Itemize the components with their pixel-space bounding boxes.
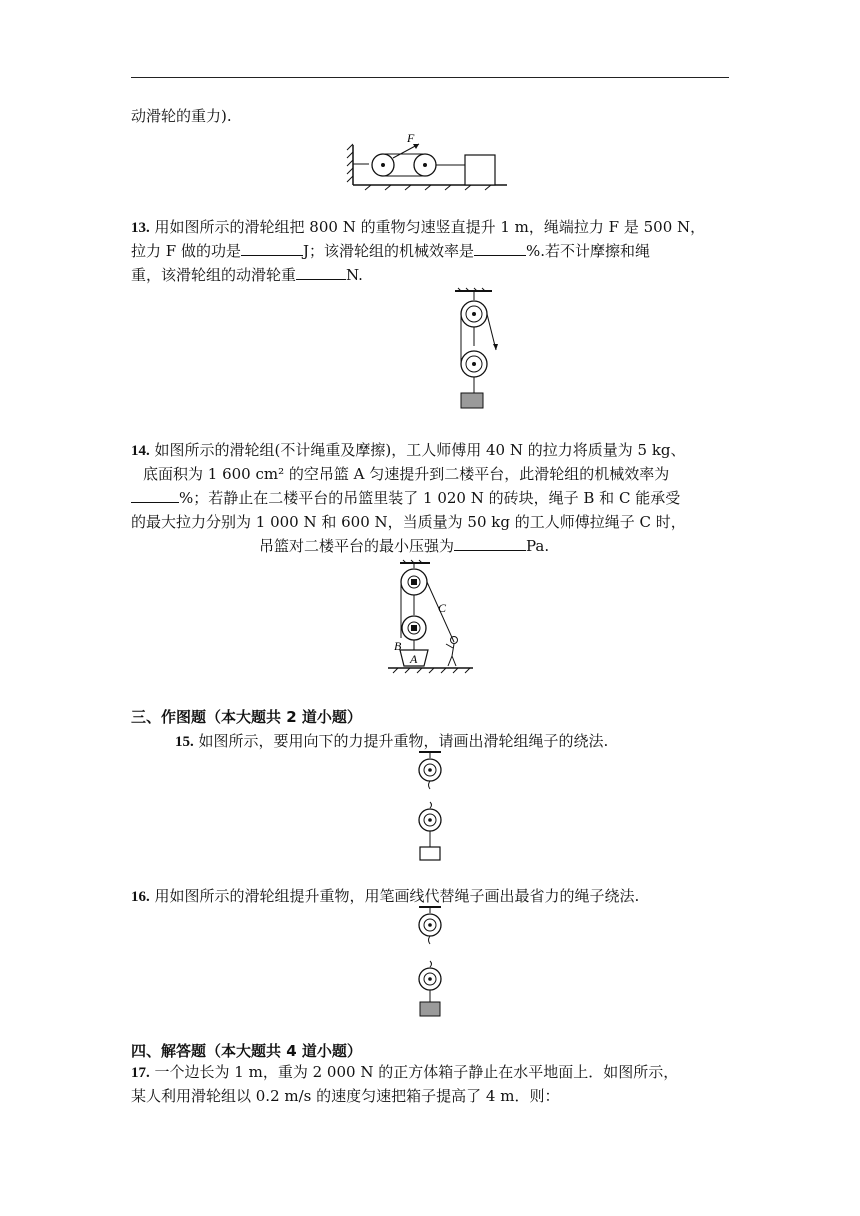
q14-line4: 的最大拉力分别为 1 000 N 和 600 N，当质量为 50 kg 的工人师傅拉绳子 C 时， (131, 513, 686, 531)
header-rule (131, 77, 729, 78)
figure-basket-pulley (388, 560, 478, 675)
figure-vertical-pulley (450, 288, 500, 413)
q17-line1: 17. 一个边长为 1 m，重为 2 000 N 的正方体箱子静止在水平地面上．如图所示， (131, 1063, 679, 1081)
q14-line2: 底面积为 1 600 cm² 的空吊篮 A 匀速提升到二楼平台，此滑轮组的机械效率为 (143, 465, 670, 483)
q13-blank-efficiency[interactable] (474, 241, 526, 256)
q13-blank-pulley-weight[interactable] (296, 265, 346, 280)
q14-line1: 14. 如图所示的滑轮组(不计绳重及摩擦)，工人师傅用 40 N 的拉力将质量为 5 kg、 (131, 441, 686, 459)
figure-q15-pulleys[interactable] (415, 750, 445, 865)
q16-text: 16. 用如图所示的滑轮组提升重物，用笔画线代替绳子画出最省力的绳子绕法. (131, 887, 640, 905)
q13-line2: 拉力 F 做的功是 J；该滑轮组的机械效率是 %.若不计摩擦和绳 (131, 242, 650, 260)
q17-line2: 某人利用滑轮组以 0.2 m/s 的速度匀速把箱子提高了 4 m．则： (131, 1087, 560, 1105)
q14-blank-efficiency[interactable] (131, 488, 179, 503)
rope-label-c: C (438, 601, 447, 615)
q13-line1: 13. 用如图所示的滑轮组把 800 N 的重物匀速竖直提升 1 m，绳端拉力 F 是 500 N， (131, 218, 706, 236)
q13-number: 13. (131, 220, 150, 236)
figure-horizontal-pulley (345, 130, 515, 190)
q14-line5: 吊篮对二楼平台的最小压强为 Pa. (259, 537, 550, 555)
q13-line3: 重，该滑轮组的动滑轮重 N. (131, 266, 363, 284)
q14-line3: %；若静止在二楼平台的吊篮里装了 1 020 N 的砖块，绳子 B 和 C 能承受 (131, 486, 680, 510)
section3-heading: 三、作图题（本大题共 2 道小题） (131, 708, 362, 726)
rope-label-b: B (394, 639, 402, 653)
figure-q16-pulleys[interactable] (415, 905, 445, 1020)
q13-blank-work[interactable] (241, 241, 303, 256)
q15-text: 15. 如图所示，要用向下的力提升重物，请画出滑轮组绳子的绕法. (175, 732, 609, 750)
q14-blank-pressure[interactable] (454, 536, 526, 551)
section4-heading: 四、解答题（本大题共 4 道小题） (131, 1042, 362, 1060)
continuation-text: 动滑轮的重力). (131, 107, 232, 125)
q14-number: 14. (131, 443, 150, 459)
force-label-f: F (407, 131, 415, 145)
basket-label-a: A (410, 652, 418, 666)
